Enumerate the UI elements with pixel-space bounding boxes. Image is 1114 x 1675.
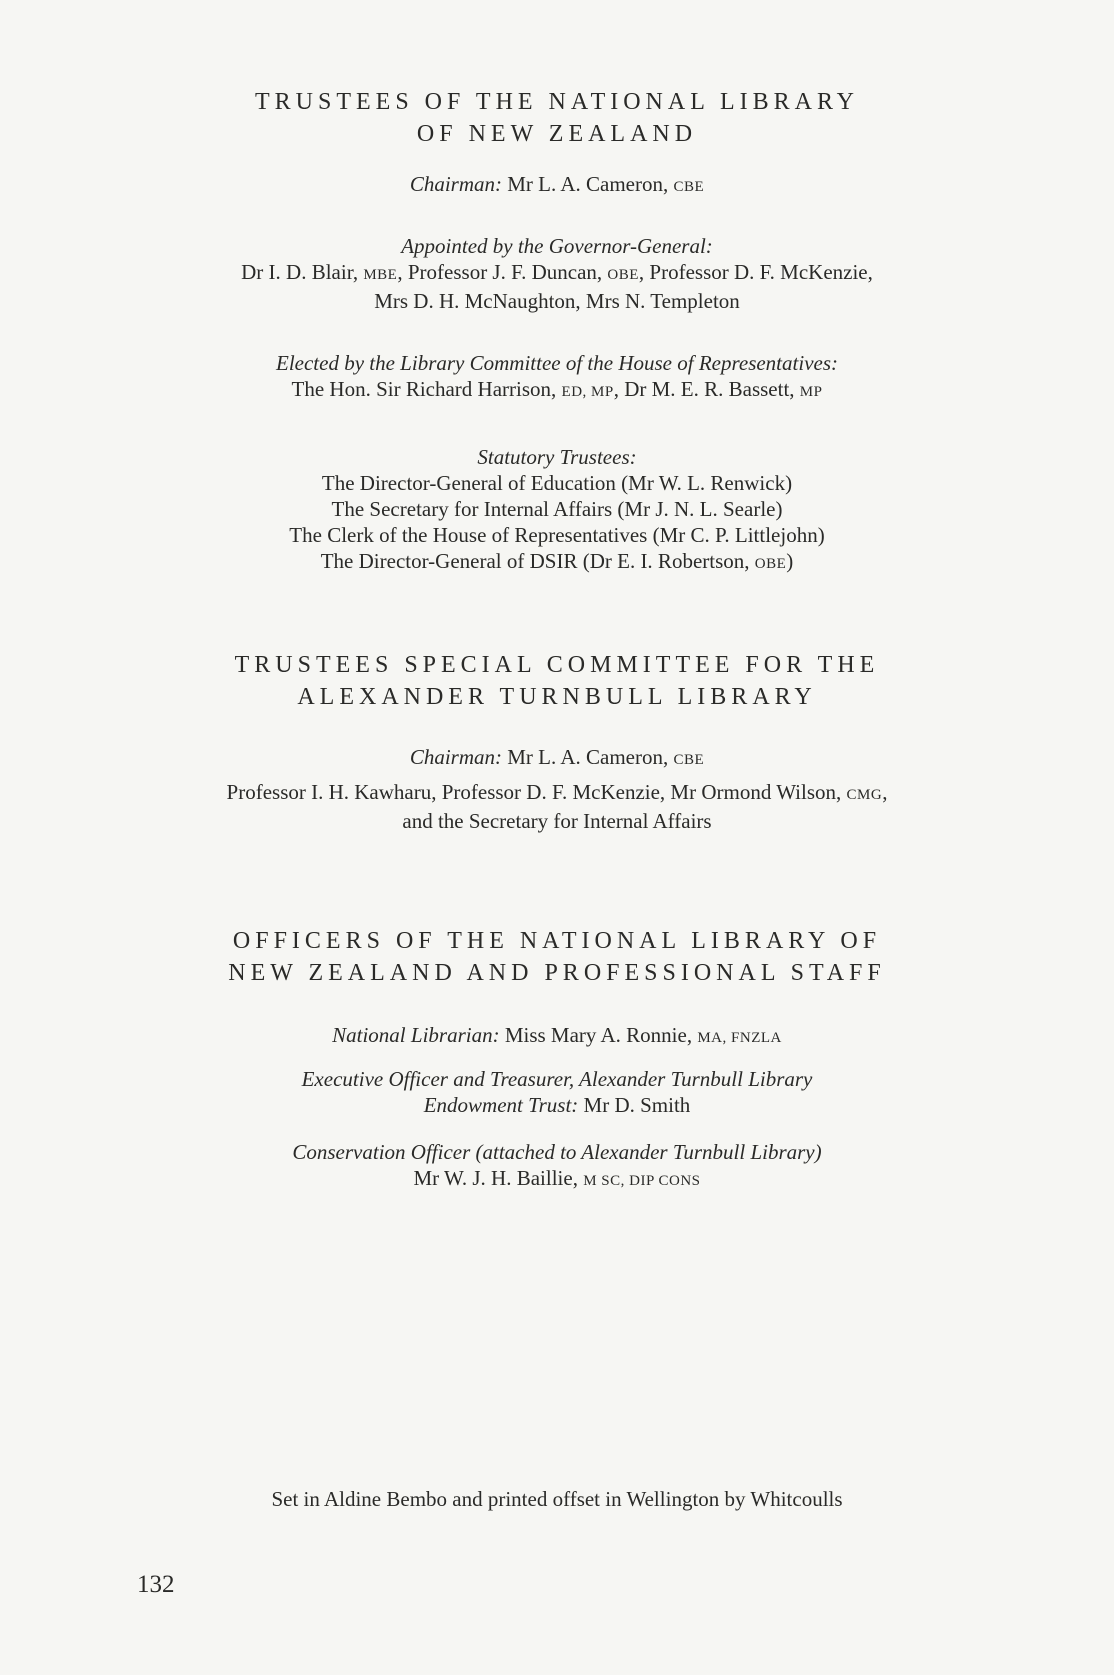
- members-text: ,: [882, 780, 888, 804]
- members-text: and the Secretary for Internal Affairs: [402, 809, 712, 833]
- librarian-name: Miss Mary A. Ronnie,: [504, 1023, 693, 1047]
- honour-abbrev: MBE: [363, 267, 398, 283]
- statutory-line: The Director-General of DSIR (Dr E. I. Robertson,: [320, 549, 750, 573]
- appointed-text: , Professor D. F. McKenzie,: [638, 260, 873, 284]
- statutory-line: The Clerk of the House of Representatives (Mr C. P. Littlejohn): [289, 523, 825, 547]
- chairman-name: Mr L. A. Cameron,: [507, 745, 669, 769]
- honour-abbrev: M SC, DIP CONS: [583, 1173, 701, 1189]
- statutory-label: Statutory Trustees:: [477, 445, 637, 469]
- honour-abbrev: CMG: [846, 787, 883, 803]
- elected-label: Elected by the Library Committee of the House of Representatives:: [276, 351, 838, 375]
- conservation-officer: [0, 1139, 1114, 1194]
- chairman-honour: CBE: [673, 752, 705, 768]
- appointed-text: Mrs D. H. McNaughton, Mrs N. Templeton: [374, 289, 740, 313]
- conservation-name: Mr W. J. H. Baillie,: [413, 1166, 578, 1190]
- heading-line: TRUSTEES SPECIAL COMMITTEE FOR THE: [234, 652, 880, 678]
- section-trustees-heading: [0, 86, 1114, 150]
- heading-line: TRUSTEES OF THE NATIONAL LIBRARY: [254, 89, 859, 115]
- colophon: [0, 1465, 1114, 1533]
- trustees-chairman: [0, 171, 1114, 200]
- members-text: Professor I. H. Kawharu, Professor D. F. McKenzie, Mr Ormond Wilson,: [226, 780, 842, 804]
- honour-abbrev: OBE: [607, 267, 639, 283]
- honour-abbrev: MP: [799, 384, 823, 400]
- statutory-line: The Director-General of Education (Mr W. L. Renwick): [321, 471, 793, 495]
- heading-line: OF NEW ZEALAND: [416, 121, 698, 147]
- exec-label: Executive Officer and Treasurer, Alexander Turnbull Library: [301, 1067, 813, 1091]
- honour-abbrev: OBE: [754, 556, 787, 572]
- honour-abbrev: MA, FNZLA: [697, 1030, 782, 1046]
- chairman-name: Mr L. A. Cameron,: [507, 172, 669, 196]
- national-librarian: [0, 1022, 1114, 1051]
- committee-chairman: [0, 744, 1114, 773]
- statutory-trustees: [0, 444, 1114, 577]
- chairman-label: Chairman:: [409, 745, 502, 769]
- exec-label: Endowment Trust:: [423, 1093, 579, 1117]
- heading-line: NEW ZEALAND AND PROFESSIONAL STAFF: [228, 960, 886, 986]
- heading-line: OFFICERS OF THE NATIONAL LIBRARY OF: [232, 928, 882, 954]
- honour-abbrev: ED, MP: [561, 384, 614, 400]
- colophon-text: Set in Aldine Bembo and printed offset in Wellington by Whitcoulls: [271, 1487, 843, 1511]
- committee-members: [0, 779, 1114, 834]
- executive-officer: [0, 1066, 1114, 1118]
- chairman-label: Chairman:: [409, 172, 502, 196]
- appointed-trustees: [0, 233, 1114, 314]
- appointed-text: Dr I. D. Blair,: [241, 260, 359, 284]
- elected-text: The Hon. Sir Richard Harrison,: [291, 377, 557, 401]
- elected-text: , Dr M. E. R. Bassett,: [613, 377, 795, 401]
- heading-line: ALEXANDER TURNBULL LIBRARY: [297, 684, 817, 710]
- appointed-text: , Professor J. F. Duncan,: [397, 260, 603, 284]
- statutory-line: ): [786, 549, 794, 573]
- statutory-line: The Secretary for Internal Affairs (Mr J. N. L. Searle): [331, 497, 783, 521]
- chairman-honour: CBE: [673, 179, 705, 195]
- conservation-label: Conservation Officer (attached to Alexander Turnbull Library): [292, 1140, 822, 1164]
- section-officers-heading: [0, 925, 1114, 989]
- section-special-committee-heading: [0, 649, 1114, 713]
- elected-trustees: [0, 350, 1114, 405]
- page-number: 132: [137, 1571, 175, 1598]
- librarian-label: National Librarian:: [332, 1023, 500, 1047]
- exec-name: Mr D. Smith: [583, 1093, 691, 1117]
- appointed-label: Appointed by the Governor-General:: [401, 234, 713, 258]
